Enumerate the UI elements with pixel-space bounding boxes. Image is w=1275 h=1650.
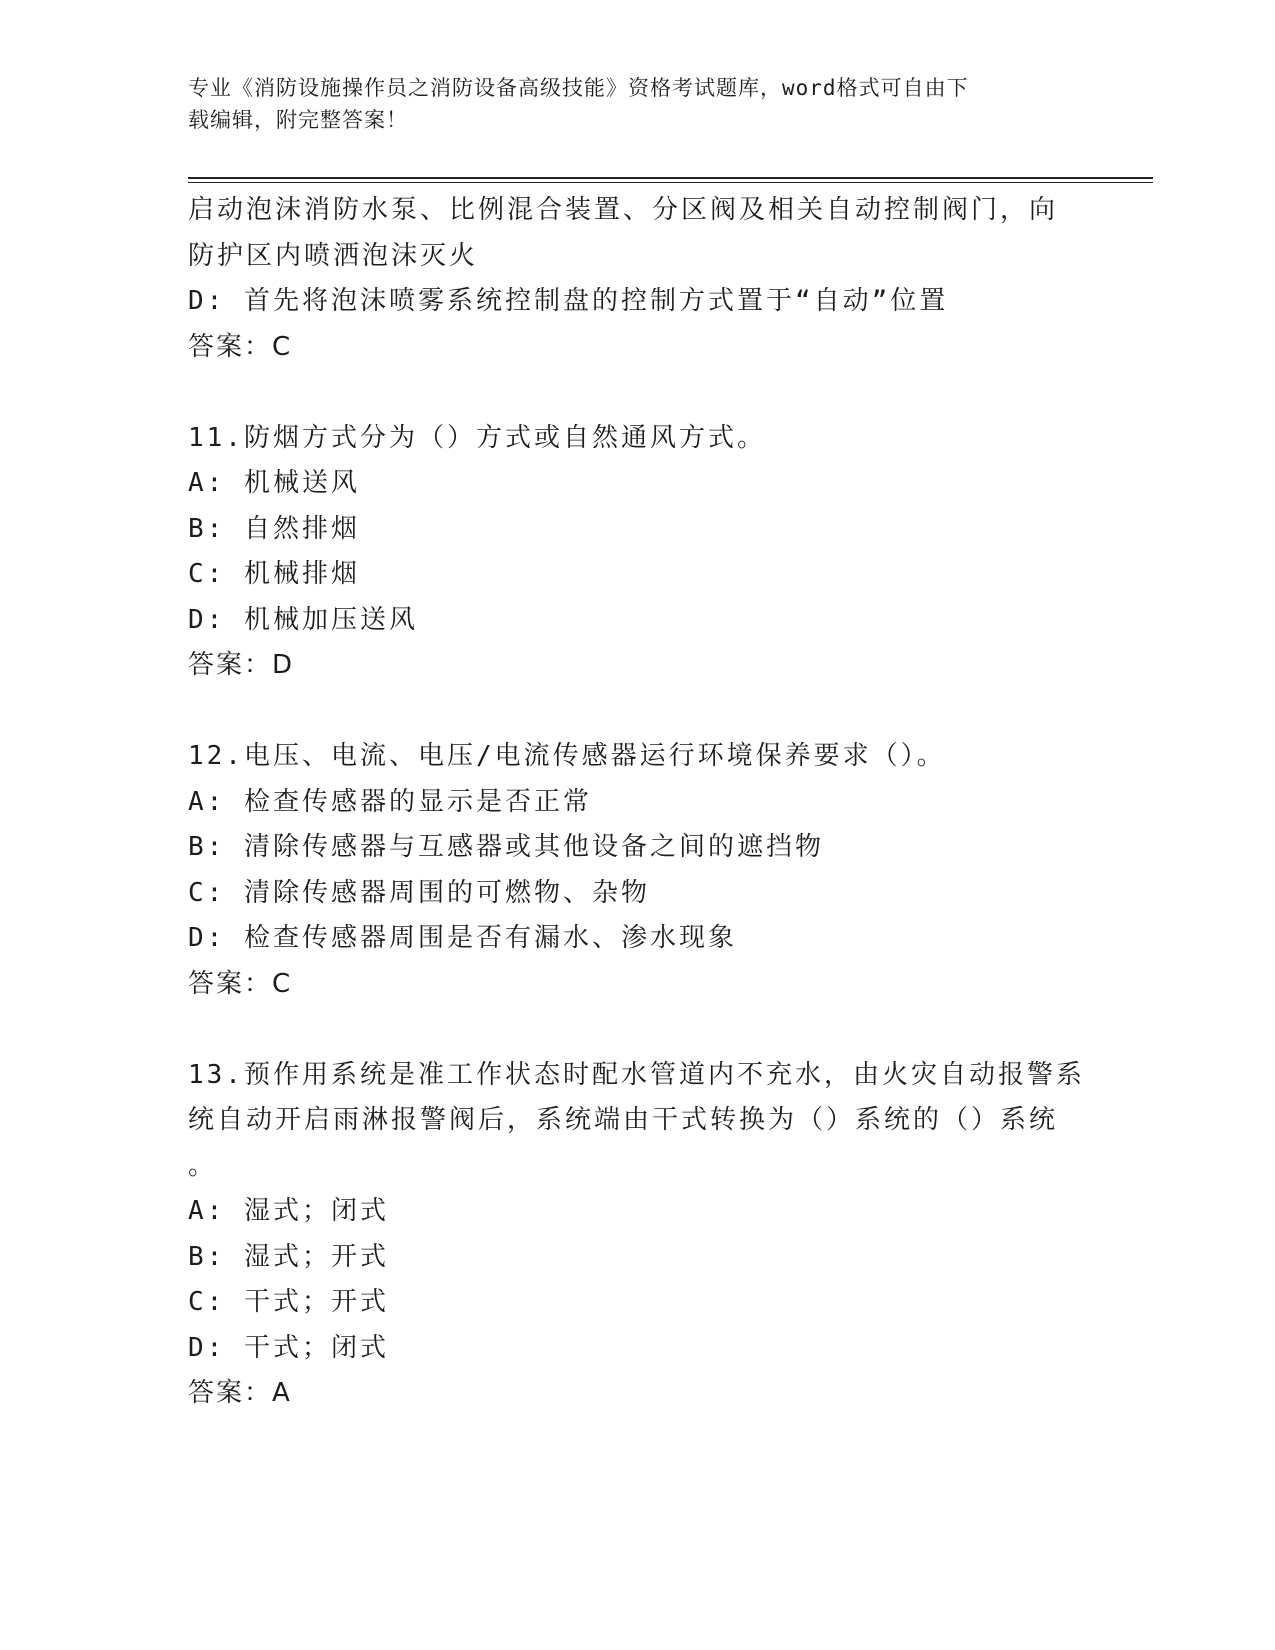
question-stem: 11.防烟方式分为（）方式或自然通风方式。 (188, 422, 766, 453)
spacer (188, 1007, 1088, 1053)
option-b: B: 湿式；开式 (188, 1241, 389, 1272)
option-b: B: 自然排烟 (188, 513, 360, 544)
header-divider-thick (188, 177, 1153, 179)
option-c: C: 清除传感器周围的可燃物、杂物 (188, 877, 650, 908)
header-line-1: 专业《消防设施操作员之消防设备高级技能》资格考试题库，word格式可自由下 (188, 76, 969, 100)
document-header (188, 72, 1068, 136)
question-stem: 13.预作用系统是准工作状态时配水管道内不充水，由火灾自动报警系 (188, 1059, 1085, 1090)
continued-option-text: 防护区内喷洒泡沫灭火 (188, 240, 479, 271)
option-a: A: 检查传感器的显示是否正常 (188, 786, 592, 817)
spacer (188, 370, 1088, 416)
answer-line: 答案：D (188, 650, 295, 680)
option-c: C: 机械排烟 (188, 559, 360, 589)
question-11 (188, 416, 1088, 689)
answer-line: 答案：C (188, 331, 293, 362)
option-d: D: 首先将泡沫喷雾系统控制盘的控制方式置于“自动”位置 (188, 286, 949, 316)
answer-line: 答案：A (188, 1378, 292, 1408)
option-d: D: 检查传感器周围是否有漏水、渗水现象 (188, 923, 737, 953)
question-stem: 。 (188, 1150, 218, 1181)
header-divider-thin (188, 182, 1153, 183)
continued-option-text: 启动泡沫消防水泵、比例混合装置、分区阀及相关自动控制阀门，向 (188, 195, 1059, 225)
option-a: A: 机械送风 (188, 468, 360, 498)
option-d: D: 干式；闭式 (188, 1332, 389, 1363)
option-c: C: 干式；开式 (188, 1287, 389, 1317)
answer-line: 答案：C (188, 968, 293, 999)
option-b: B: 清除传感器与互感器或其他设备之间的遮挡物 (188, 832, 824, 862)
question-12 (188, 734, 1088, 1007)
option-d: D: 机械加压送风 (188, 604, 418, 635)
question-stem: 统自动开启雨淋报警阀后，系统端由干式转换为（）系统的（）系统 (188, 1105, 1059, 1135)
continued-question (188, 188, 1088, 370)
question-stem: 12.电压、电流、电压/电流传感器运行环境保养要求（）。 (188, 741, 946, 771)
header-line-2: 载编辑，附完整答案！ (188, 108, 408, 132)
question-content (188, 188, 1088, 1417)
spacer (188, 689, 1088, 735)
option-a: A: 湿式；闭式 (188, 1196, 389, 1226)
question-13 (188, 1053, 1088, 1417)
